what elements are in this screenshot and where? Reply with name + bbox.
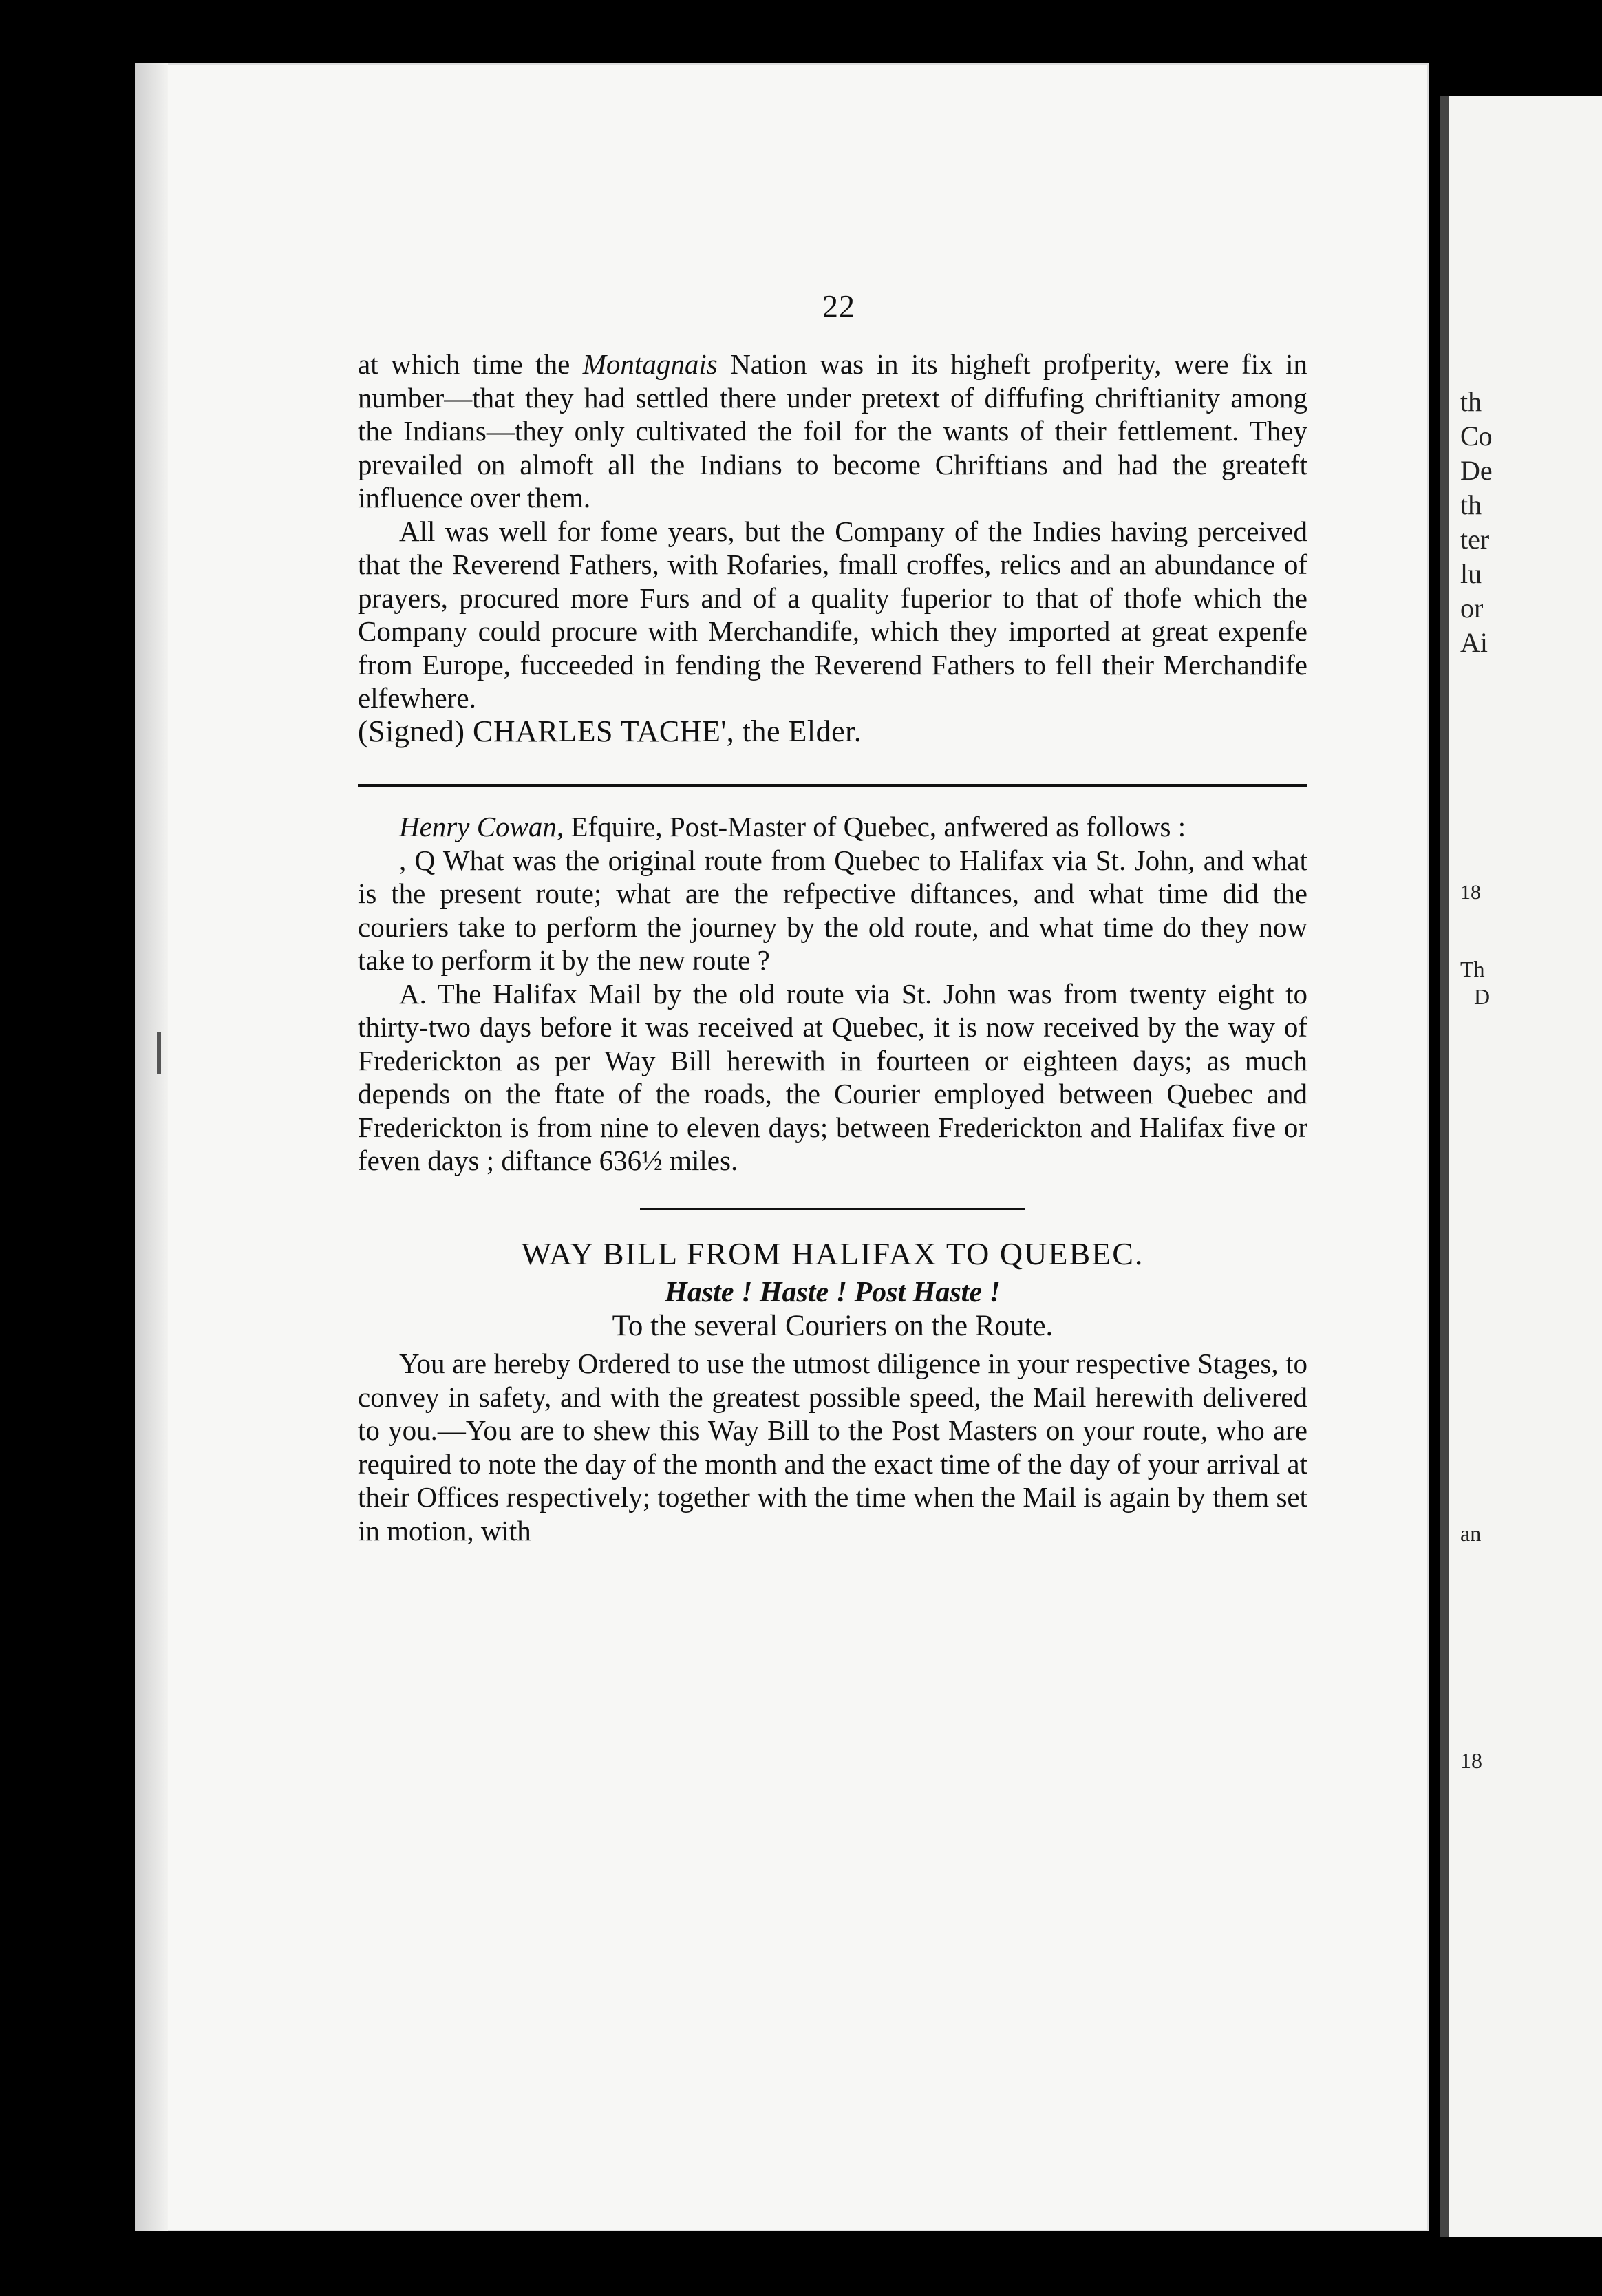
adjacent-fragment: 18 — [1460, 881, 1481, 904]
paragraph-tache-1: at which time the Montagnais Nation was in its higheft profperity, were fix in number—that they had settled there under pretext of diffufing chriftianity among the Indians—they only cultivated the foil for the wants of their fettlement. They prevailed on almoft all the Indians to become Chriftians and had the greateft influence over them. — [358, 348, 1307, 513]
binding-mark — [157, 1032, 161, 1074]
adjacent-fragment: an — [1460, 1521, 1482, 1546]
adjacent-fragment: Co — [1460, 421, 1493, 451]
nation-name: Montagnais — [582, 348, 718, 380]
adjacent-fragment: Th — [1460, 957, 1485, 981]
adjacent-fragment: th — [1460, 386, 1482, 417]
waybill-title: WAY BILL FROM HALIFAX TO QUEBEC. — [521, 1235, 1144, 1271]
signature-line: (Signed) CHARLES TACHE', the Elder. — [358, 714, 862, 748]
cowan-intro — [358, 810, 1307, 844]
paragraph-tache-2: All was well for fome years, but the Company of the Indies having perceived that the Reverend Fathers, with Rofaries, fmall croffes, relics and an abundance of prayers, procured more Furs and of a quality fuperior to that of thofe which the Company could procure with Merchandife, which they imported at great expenfe from Europe, fucceeded in fending the Reverend Fathers to fell their Merchandife elfewhere. — [358, 515, 1307, 714]
section-divider — [358, 784, 1307, 787]
adjacent-fragment: lu — [1460, 558, 1482, 589]
waybill-haste: Haste ! Haste ! Post Haste ! — [665, 1277, 1001, 1308]
adjacent-fragment: 18 — [1460, 1748, 1482, 1773]
page-number: 22 — [822, 288, 855, 323]
text-column — [358, 348, 1307, 1547]
question-paragraph: , Q What was the original route from Quebec to Halifax via St. John, and what is the present route; what are the refpective diftances, and what time did the couriers take to perform the journey by the old route, and what time do they now take to perform it by the new route ? — [358, 844, 1307, 976]
adjacent-page — [1440, 96, 1602, 2237]
adjacent-fragment: or — [1460, 593, 1484, 624]
adjacent-fragment: D — [1474, 984, 1491, 1009]
adjacent-fragment: th — [1460, 489, 1482, 520]
cowan-intro-text: Efquire, Post-Master of Quebec, anfwered as follows : — [564, 811, 1186, 842]
short-divider — [640, 1208, 1025, 1210]
adjacent-fragment: Ai — [1460, 627, 1488, 658]
waybill-body: You are hereby Ordered to use the utmost diligence in your respective Stages, to convey in safety, and with the greatest possible speed, the Mail herewith delivered to you.—You are to shew this Way Bill to the Post Masters on your route, who are required to note the day of the month and the exact time of the day of your arrival at their Offices respectively; together with the time when the Mail is again by them set in motion, with — [358, 1348, 1307, 1546]
cowan-name: Henry Cowan, — [399, 811, 564, 842]
adjacent-fragment: ter — [1460, 524, 1490, 555]
adjacent-fragment: De — [1460, 455, 1493, 486]
answer-paragraph: A. The Halifax Mail by the old route via St. John was from twenty eight to thirty-two days before it was received at Quebec, it is now received by the way of Frederickton as per Way Bill herewith in fourteen or eighteen days; as much depends on the ftate of the roads, the Courier employed between Quebec and Frederickton is from nine to eleven days; between Frederickton and Halifax five or feven days ; diftance 636½ miles. — [358, 977, 1307, 1176]
waybill-addressee: To the several Couriers on the Route. — [612, 1309, 1054, 1342]
page-gutter — [135, 63, 168, 2231]
